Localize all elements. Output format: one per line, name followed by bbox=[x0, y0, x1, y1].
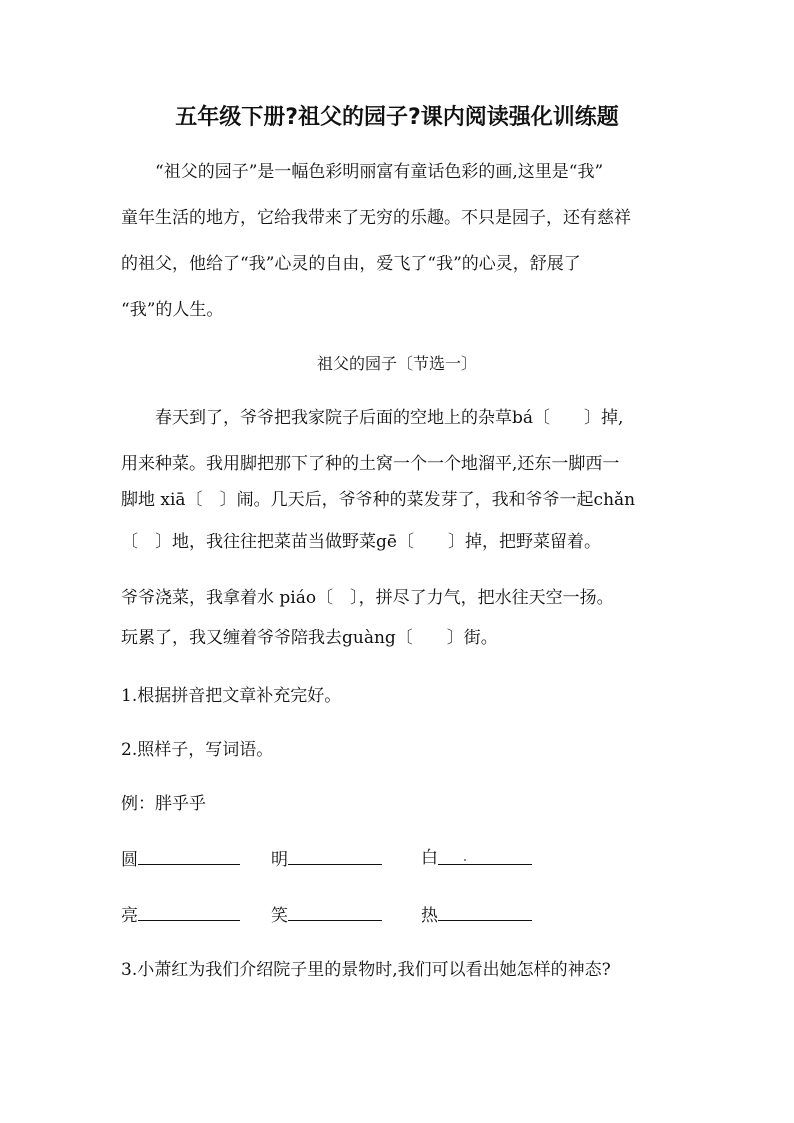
passage-line-4: 〔 〕地，我往往把菜苗当做野菜gē〔 〕掉，把野菜留着。 bbox=[121, 532, 601, 552]
question-2: 2.照样子，写词语。 bbox=[121, 740, 274, 760]
word-stem: 热 bbox=[421, 906, 438, 926]
answer-line bbox=[438, 846, 532, 865]
word-stem: 明 bbox=[271, 850, 288, 870]
answer-line bbox=[288, 902, 382, 921]
word-blank-yuan bbox=[121, 846, 240, 872]
word-stem: 亮 bbox=[121, 906, 138, 926]
word-stem: 圆 bbox=[121, 850, 138, 870]
passage-line-6: 玩累了，我又缠着爷爷陪我去guàng〔 〕街。 bbox=[121, 628, 498, 648]
question-3: 3.小萧红为我们介绍院子里的景物时,我们可以看出她怎样的神态? bbox=[121, 960, 611, 980]
answer-line bbox=[438, 902, 532, 921]
word-stem: 白 bbox=[421, 848, 438, 868]
word-blank-bai bbox=[421, 846, 532, 870]
intro-line-4: “我”的人生。 bbox=[121, 300, 224, 320]
intro-line-3: 的祖父，他给了“我”心灵的自由，爱飞了“我”的心灵，舒展了 bbox=[121, 254, 581, 274]
section-title: 祖父的园子〔节选一〕 bbox=[316, 354, 477, 373]
answer-line bbox=[288, 846, 382, 865]
intro-line-2: 童年生活的地方，它给我带来了无穷的乐趣。不只是园子，还有慈祥 bbox=[121, 208, 631, 228]
word-stem: 笑 bbox=[271, 906, 288, 926]
worksheet-title: 五年级下册?祖父的园子?课内阅读强化训练题 bbox=[175, 105, 619, 130]
word-blank-ming bbox=[271, 846, 382, 872]
passage-line-5: 爷爷浇菜，我拿着水 piáo〔 〕，拼尽了力气，把水往天空一扬。 bbox=[121, 588, 614, 608]
passage-line-2: 用来种菜。我用脚把那下了种的土窝一个一个地溜平,还东一脚西一 bbox=[121, 454, 620, 474]
example-label: 例：胖乎乎 bbox=[121, 794, 206, 814]
answer-line bbox=[138, 846, 240, 865]
word-blank-xiao bbox=[271, 902, 382, 928]
word-blank-re bbox=[421, 902, 532, 928]
ink-dot bbox=[464, 859, 466, 861]
passage-line-1: 春天到了，爷爷把我家院子后面的空地上的杂草bá〔 〕掉, bbox=[155, 408, 624, 428]
passage-line-3: 脚地 xiā〔 〕闹。几天后，爷爷种的菜发芽了，我和爷爷一起chǎn bbox=[121, 490, 636, 510]
word-blank-liang bbox=[121, 902, 240, 928]
answer-line bbox=[138, 902, 240, 921]
question-1: 1.根据拼音把文章补充完好。 bbox=[121, 686, 342, 706]
intro-line-1: “祖父的园子”是一幅色彩明丽富有童话色彩的画,这里是“我” bbox=[155, 162, 604, 182]
